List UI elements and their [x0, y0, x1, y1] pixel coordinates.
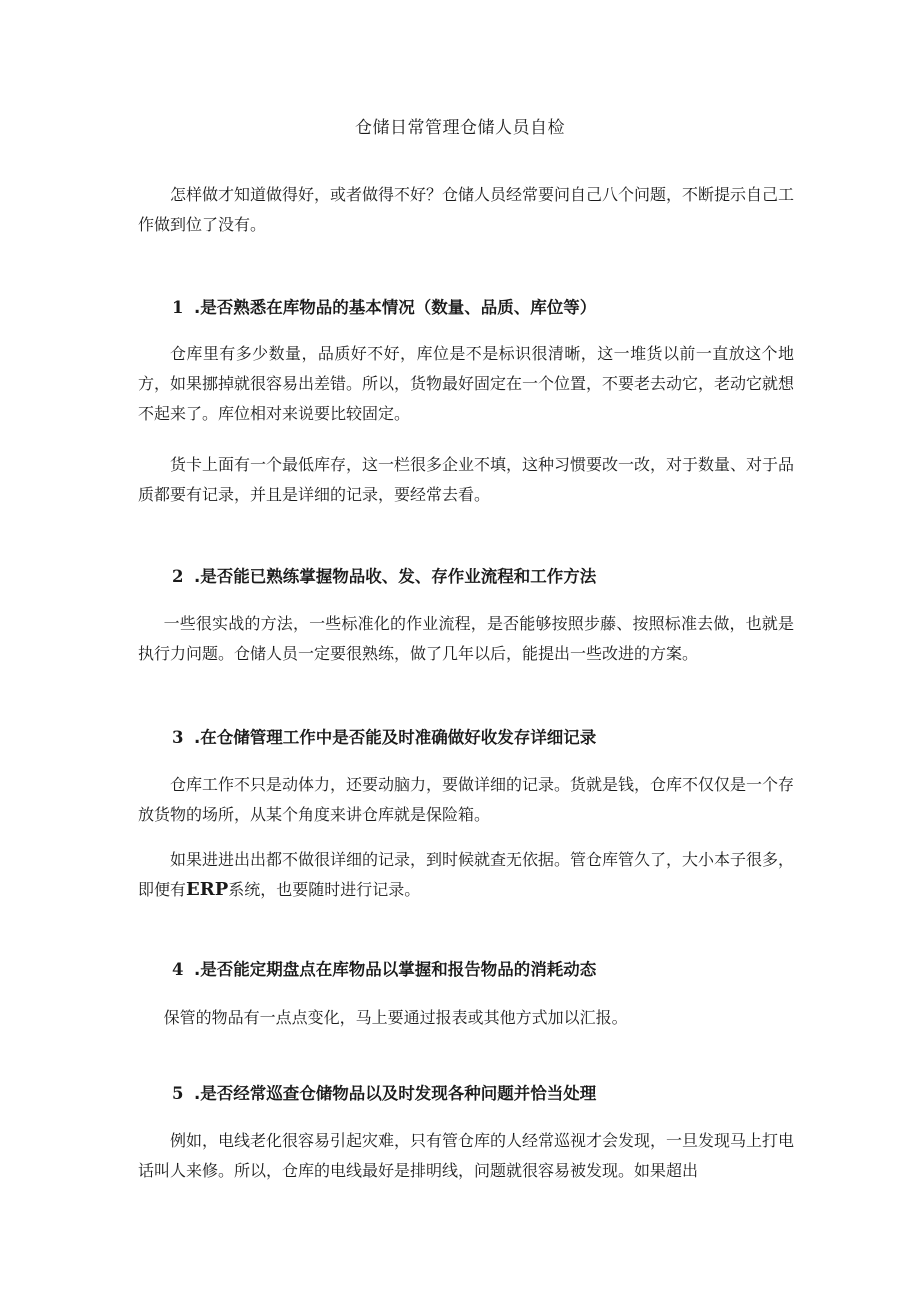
section-5-heading [172, 1082, 792, 1106]
section-2-paragraph-1: 一些很实战的方法，一些标准化的作业流程，是否能够按照步藤、按照标准去做，也就是执行力问题。仓储人员一定要很熟练，做了几年以后，能提出一些改进的方案。 [138, 614, 794, 663]
section-3-heading [172, 726, 792, 750]
section-3-paragraph-2-part-1: 如果进进出出都不做很详细的记录，到时候就查无依据。管仓库管久了，大小本子很多，即便有 [138, 850, 795, 899]
section-1-paragraph-1: 仓库里有多少数量，品质好不好，库位是不是标识很清晰，这一堆货以前一直放这个地方，如果挪掉就很容易出差错。所以，货物最好固定在一个位置，不要老去动它，老动它就想不起来了。库位相对来说要比较固定。 [138, 344, 795, 423]
section-4-number: 4 [172, 960, 184, 979]
erp-term: ERP [186, 879, 229, 900]
section-2-heading-text: .是否能已熟练掌握物品收、发、存作业流程和工作方法 [194, 567, 597, 586]
section-4-paragraph-1: 保管的物品有一点点变化，马上要通过报表或其他方式加以汇报。 [163, 1008, 628, 1027]
section-1-paragraph-2: 货卡上面有一个最低库存，这一栏很多企业不填，这种习惯要改一改，对于数量、对于品质都要有记录，并且是详细的记录，要经常去看。 [138, 455, 795, 504]
section-1-heading [172, 296, 792, 320]
section-3-paragraph-1: 仓库工作不只是动体力，还要动脑力，要做详细的记录。货就是钱，仓库不仅仅是一个存放货物的场所，从某个角度来讲仓库就是保险箱。 [138, 775, 795, 824]
section-5-paragraph-1: 例如，电线老化很容易引起灾难，只有管仓库的人经常巡视才会发现，一旦发现马上打电话叫人来修。所以，仓库的电线最好是排明线，问题就很容易被发现。如果超出 [138, 1131, 795, 1180]
section-5-number: 5 [172, 1084, 184, 1103]
section-4-heading-text: .是否能定期盘点在库物品以掌握和报告物品的消耗动态 [194, 960, 597, 979]
section-1-number: 1 [172, 298, 184, 317]
section-3-number: 3 [172, 728, 184, 747]
section-2-heading [172, 565, 792, 589]
intro-paragraph: 怎样做才知道做得好，或者做得不好？仓储人员经常要问自己八个问题，不断提示自己工作做到位了没有。 [138, 185, 795, 234]
section-3-heading-text: .在仓储管理工作中是否能及时准确做好收发存详细记录 [194, 728, 597, 747]
document-title: 仓储日常管理仓储人员自检 [355, 118, 565, 138]
section-5-heading-text: .是否经常巡查仓储物品以及时发现各种问题并恰当处理 [194, 1084, 597, 1103]
section-2-number: 2 [172, 567, 184, 586]
section-1-heading-text: .是否熟悉在库物品的基本情况（数量、品质、库位等） [194, 298, 597, 317]
section-3-paragraph-2-part-2: 系统，也要随时进行记录。 [228, 880, 421, 899]
section-3-paragraph-2 [138, 845, 794, 905]
section-4-heading [172, 958, 792, 982]
